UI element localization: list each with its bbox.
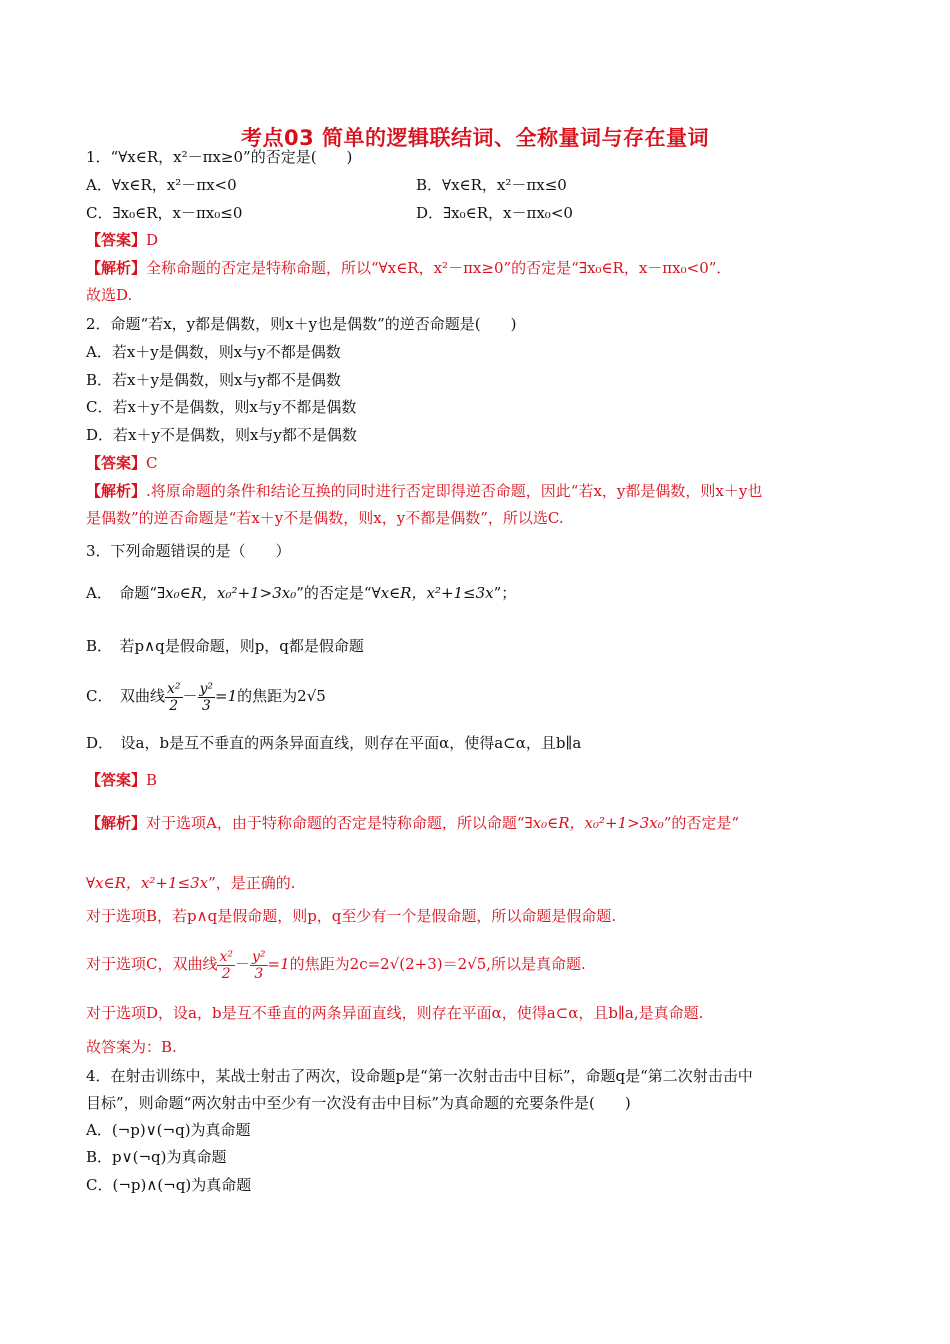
q4-stem-line2: 目标”，则命题“两次射击中至少有一次没有击中目标”为真命题的充要条件是( ): [86, 1094, 631, 1112]
q2-analysis-line1: [86, 480, 762, 502]
answer-tag: 【答案】: [86, 454, 147, 472]
q1-option-c: C．∃x₀∈R，x－πx₀≤0: [86, 204, 243, 222]
analysis-text: .将原命题的条件和结论互换的同时进行否定即得逆否命题，因此“若x，y都是偶数，则x＋y也: [146, 482, 763, 500]
fraction: $\frac{\text{x²}}{2}$: [166, 680, 181, 714]
q3-analysis-line3: 对于选项B，若p∧q是假命题，则p，q至少有一个是假命题，所以命题是假命题.: [86, 907, 617, 925]
page-title: 考点03 简单的逻辑联结词、全称量词与存在量词: [240, 126, 710, 150]
q4-option-a: A．(¬p)∨(¬q)为真命题: [86, 1121, 251, 1139]
fraction: $\frac{\text{x²}}{2}$: [219, 948, 233, 982]
q1-analysis-line1: [86, 257, 731, 279]
formula: ∀x∈R，x²+1≤3x: [371, 584, 494, 602]
formula: ∃x₀∈R，x₀²+1>3x₀: [157, 584, 297, 602]
q3-analysis-line4: 对于选项C，双曲线 $\frac{\text{x²}}{2}$ － $\frac{\text{y²}}{3}$ =1的焦距为2c=2√(2+3)＝2√5,所以是真命题.: [86, 948, 586, 982]
answer-tag: 【答案】: [86, 771, 147, 789]
analysis-tag: 【解析】: [86, 259, 147, 277]
answer-value: D: [146, 231, 159, 249]
q1-option-a: A．∀x∈R，x²－πx<0: [86, 176, 237, 194]
analysis-tag: 【解析】: [86, 814, 147, 832]
q4-option-c: C．(¬p)∧(¬q)为真命题: [86, 1176, 252, 1194]
q3-analysis-line1: 【解析】对于选项A，由于特称命题的否定是特称命题，所以命题“∃x₀∈R，x₀²+1>3x₀”的否定是“: [86, 814, 740, 832]
fraction: $\frac{\text{y²}}{3}$: [252, 948, 266, 982]
q2-stem: 2．命题“若x，y都是偶数，则x＋y也是偶数”的逆否命题是( ): [86, 315, 517, 333]
q4-stem-line1: 4．在射击训练中，某战士射击了两次，设命题p是“第一次射击击中目标”，命题q是“第二次射击击中: [86, 1067, 753, 1085]
q1-option-b: B．∀x∈R，x²－πx≤0: [416, 176, 567, 194]
q4-option-b: B．p∨(¬q)为真命题: [86, 1148, 227, 1166]
q1-answer: [86, 229, 158, 251]
q2-option-c: C．若x＋y不是偶数，则x与y不都是偶数: [86, 398, 357, 416]
q1-analysis-line2: 故选D.: [86, 286, 133, 304]
q3-option-d: D． 设a，b是互不垂直的两条异面直线，则存在平面α，使得a⊂α，且b∥a: [86, 734, 582, 752]
q3-analysis-line5: 对于选项D，设a，b是互不垂直的两条异面直线，则存在平面α，使得a⊂α，且b∥a,是真命题.: [86, 1004, 704, 1022]
q3-answer: [86, 769, 157, 791]
q3-analysis-line6: 故答案为：B.: [86, 1038, 177, 1056]
fraction: $\frac{\text{y²}}{3}$: [199, 680, 214, 714]
analysis-text: 全称命题的否定是特称命题，所以“∀x∈R，x²－πx≥0”的否定是“∃x₀∈R，x－πx₀<0”．: [146, 259, 732, 277]
answer-value: B: [146, 771, 158, 789]
q2-option-a: A．若x＋y是偶数，则x与y不都是偶数: [86, 343, 341, 361]
analysis-tag: 【解析】: [86, 482, 147, 500]
q3-option-c: C． 双曲线 $\frac{\text{x²}}{2}$ － $\frac{\text{y²}}{3}$ =1的焦距为2√5: [86, 680, 326, 714]
answer-value: C: [146, 454, 158, 472]
q1-option-d: D．∃x₀∈R，x－πx₀<0: [416, 204, 573, 222]
answer-tag: 【答案】: [86, 231, 147, 249]
formula: ∀x∈R，x²+1≤3x: [86, 874, 209, 892]
q2-analysis-line2: 是偶数”的逆否命题是“若x＋y不是偶数，则x，y不都是偶数”，所以选C.: [86, 509, 564, 527]
formula: ∃x₀∈R，x₀²+1>3x₀: [524, 814, 664, 832]
q2-option-d: D．若x＋y不是偶数，则x与y都不是偶数: [86, 426, 357, 444]
q1-stem: 1．“∀x∈R，x²－πx≥0”的否定是( ): [86, 148, 353, 166]
q3-analysis-line2: ∀x∈R，x²+1≤3x”，是正确的.: [86, 874, 296, 892]
q3-stem: 3．下列命题错误的是（ ）: [86, 542, 291, 560]
q3-option-a: A． 命题“∃x₀∈R，x₀²+1>3x₀”的否定是“∀x∈R，x²+1≤3x”；: [86, 584, 517, 602]
q2-answer: [86, 452, 158, 474]
q3-option-b: B． 若p∧q是假命题，则p，q都是假命题: [86, 637, 364, 655]
q2-option-b: B．若x＋y是偶数，则x与y都不是偶数: [86, 371, 341, 389]
